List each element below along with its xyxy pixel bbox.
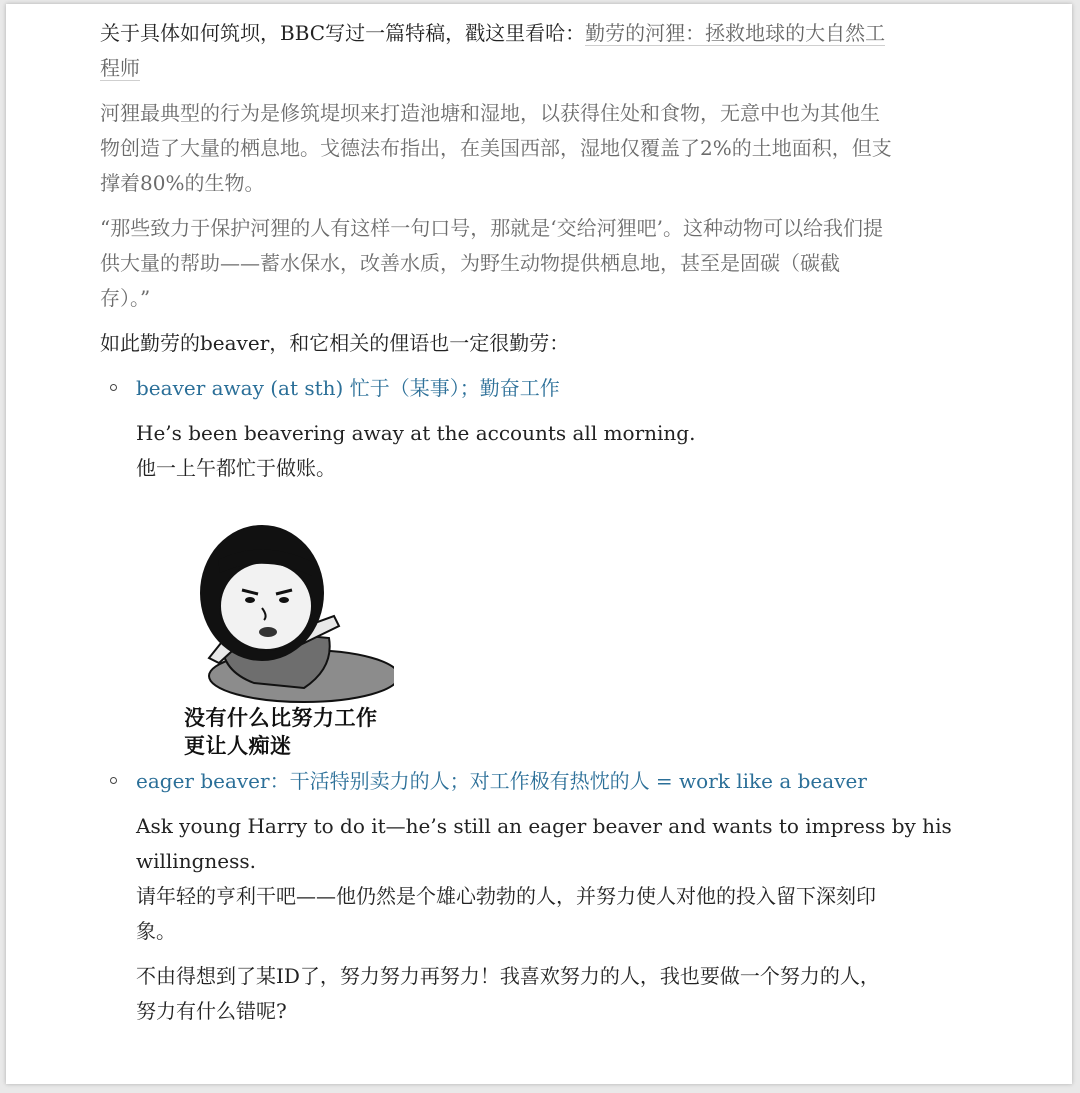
meme-image: [184, 498, 394, 760]
article-page: [6, 4, 1072, 1084]
bullet-circle-icon: [110, 384, 117, 391]
lead-sentence: 如此勤劳的beaver，和它相关的俚语也一定很勤劳：: [100, 331, 570, 355]
quote2-line: 供大量的帮助——蓄水保水，改善水质，为野生动物提供栖息地，甚至是固碳（碳截: [100, 251, 840, 275]
bullet-circle-icon: [110, 777, 117, 784]
list-item: [100, 371, 970, 406]
example-english: He’s been beavering away at the accounts all morning.: [136, 421, 696, 445]
bbc-article-link-cont[interactable]: 程师: [100, 56, 140, 80]
closing-line: 努力有什么错呢?: [136, 999, 287, 1023]
example-block: [100, 416, 970, 486]
closing-line: 不由得想到了某ID了，努力努力再努力！我喜欢努力的人，我也要做一个努力的人，: [136, 964, 880, 988]
list-item: [100, 764, 970, 799]
quote2-line: 存）。”: [100, 286, 151, 310]
example-english: Ask young Harry to do it—he’s still an eager beaver and wants to impress by his: [136, 814, 952, 838]
quote-paragraph-1: [100, 96, 970, 201]
quote-paragraph-2: [100, 211, 970, 316]
meme-caption: [184, 704, 378, 760]
meme-caption-line: 没有什么比努力工作: [184, 706, 378, 730]
quote1-line: 河狸最典型的行为是修筑堤坝来打造池塘和湿地，以获得住处和食物，无意中也为其他生: [100, 101, 880, 125]
bbc-article-link[interactable]: 勤劳的河狸：拯救地球的大自然工: [585, 21, 886, 45]
intro-paragraph: [100, 16, 970, 86]
example-chinese: 象。: [136, 919, 176, 943]
intro-text: 关于具体如何筑坝，BBC写过一篇特稿，戳这里看哈：: [100, 21, 586, 45]
quote1-line: 物创造了大量的栖息地。戈德法布指出，在美国西部，湿地仅覆盖了2%的土地面积，但支: [100, 136, 892, 160]
phrase-eager-beaver: eager beaver：干活特别卖力的人；对工作极有热忱的人 = work like a beaver: [136, 769, 867, 793]
quote2-line: “那些致力于保护河狸的人有这样一句口号，那就是‘交给河狸吧’。这种动物可以给我们提: [100, 216, 883, 240]
example-chinese: 他一上午都忙于做账。: [136, 456, 336, 480]
example-english: willingness.: [136, 849, 256, 873]
example-chinese: 请年轻的亨利干吧——他仍然是个雄心勃勃的人，并努力使人对他的投入留下深刻印: [136, 884, 876, 908]
phrase-beaver-away: beaver away (at sth) 忙于（某事）；勤奋工作: [136, 376, 560, 400]
quote1-line: 撑着80%的生物。: [100, 171, 265, 195]
article-body: [100, 16, 970, 1029]
meme-cartoon-icon: [184, 498, 394, 704]
meme-caption-line: 更让人痴迷: [184, 734, 292, 758]
closing-paragraph: [100, 959, 970, 1029]
example-block: [100, 809, 970, 949]
